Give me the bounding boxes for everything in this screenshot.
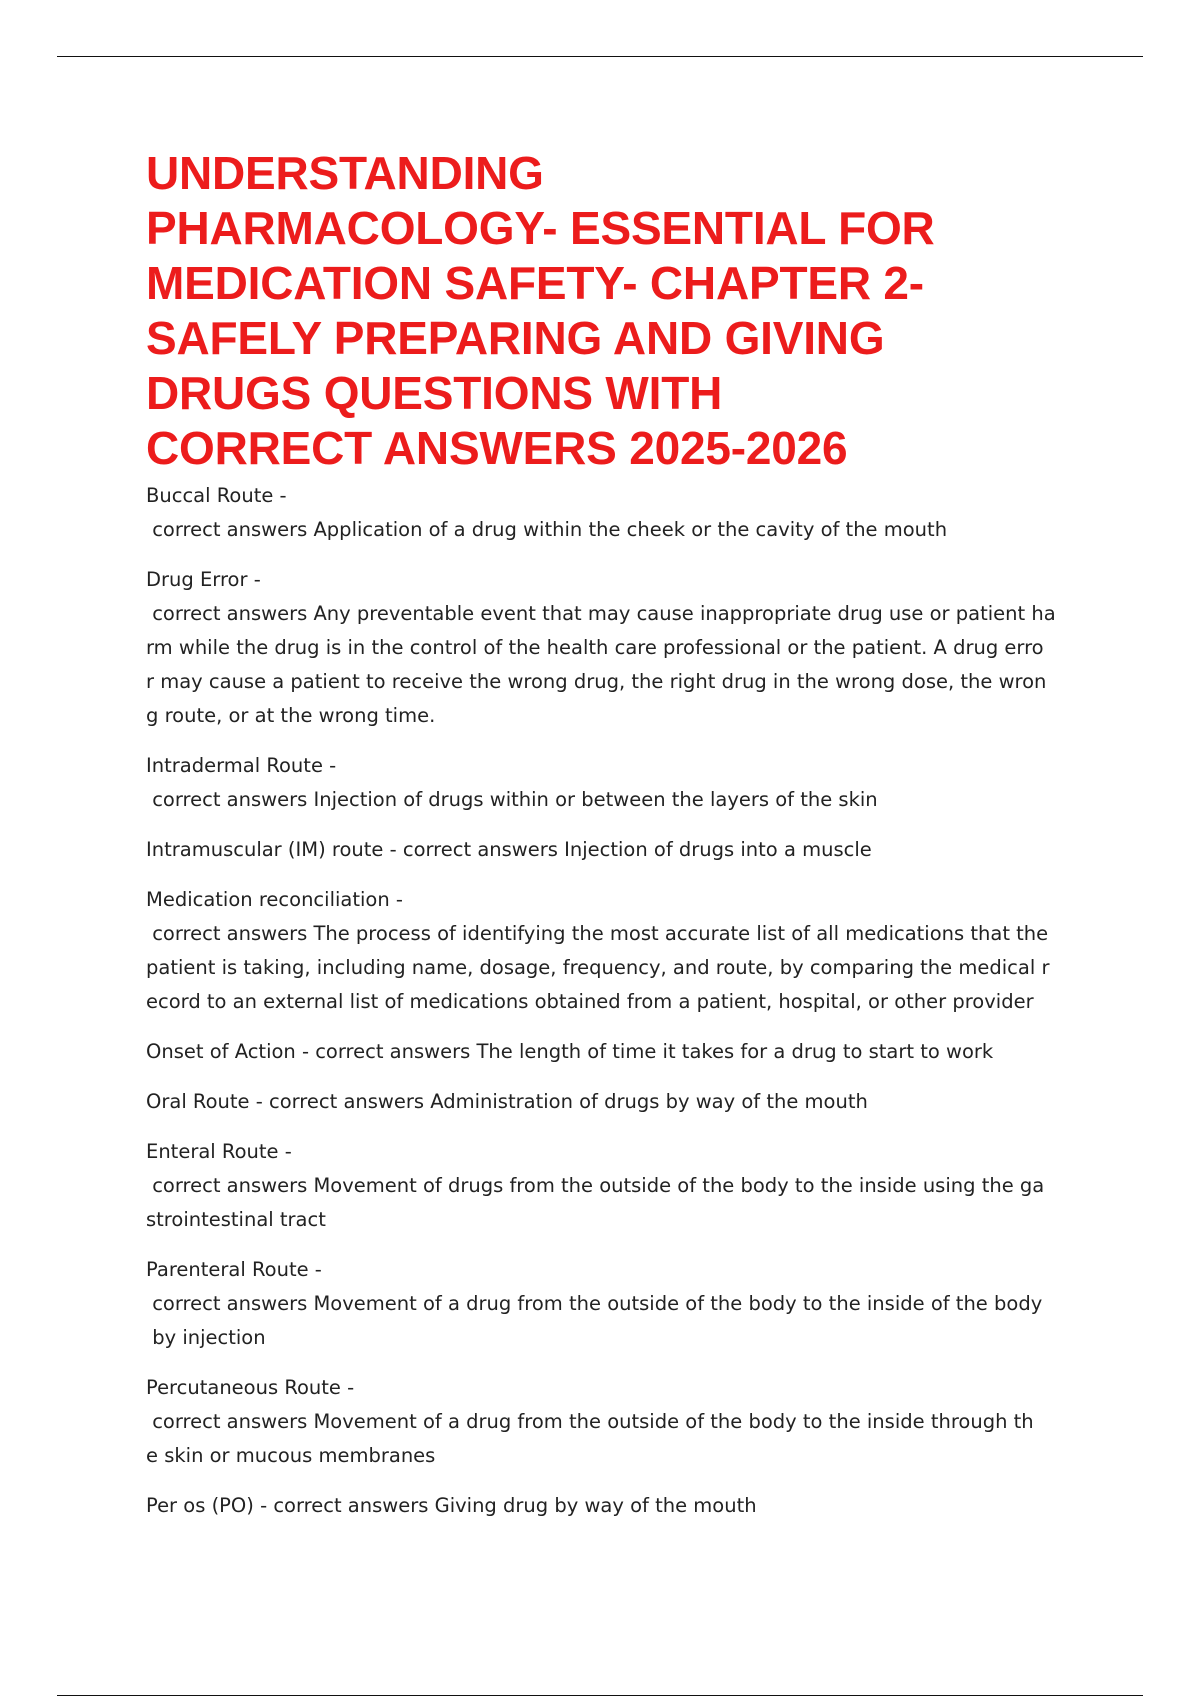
qa-entry [146, 1035, 1066, 1069]
qa-answer: correct answers Injection of drugs within or between the layers of the skin [146, 788, 878, 811]
qa-answer: correct answers Application of a drug within the cheek or the cavity of the mouth [146, 518, 948, 541]
document-title: UNDERSTANDING PHARMACOLOGY- ESSENTIAL FOR MEDICATION SAFETY- CHAPTER 2- SAFELY PREPARING AND GIVING DRUGS QUESTIONS WITH CORRECT ANSWERS 2025-2026 [146, 147, 935, 474]
qa-entry [146, 1489, 1066, 1523]
qa-term: Intramuscular (IM) route - correct answers Injection of drugs into a muscle [146, 838, 872, 861]
qa-entry [146, 1371, 1066, 1473]
qa-answer: correct answers Any preventable event that may cause inappropriate drug use or patient ha rm while the drug is in the control of the health care professional or the patient. A drug erro r may cause a patient to receive the wrong drug, the right drug in the wrong dose, the wron g route, or at the wrong time. [146, 602, 1056, 727]
top-rule [57, 56, 1143, 57]
qa-term: Percutaneous Route - [146, 1376, 355, 1399]
qa-term: Parenteral Route - [146, 1258, 322, 1281]
qa-entry [146, 883, 1066, 1019]
qa-term: Onset of Action - correct answers The length of time it takes for a drug to start to work [146, 1040, 994, 1063]
qa-term: Drug Error - [146, 568, 261, 591]
qa-entry [146, 1135, 1066, 1237]
qa-entry [146, 563, 1066, 733]
qa-list [146, 479, 1066, 1523]
qa-term: Enteral Route - [146, 1140, 292, 1163]
qa-entry [146, 479, 1066, 547]
qa-entry [146, 1253, 1066, 1355]
qa-answer: correct answers Movement of a drug from the outside of the body to the inside through th e skin or mucous membranes [146, 1410, 1034, 1467]
qa-term: Buccal Route - [146, 484, 287, 507]
qa-answer: correct answers Movement of drugs from the outside of the body to the inside using the ga strointestinal tract [146, 1174, 1045, 1231]
qa-term: Medication reconciliation - [146, 888, 403, 911]
qa-entry [146, 1085, 1066, 1119]
qa-entry [146, 749, 1066, 817]
qa-answer: correct answers Movement of a drug from the outside of the body to the inside of the body by injection [152, 1292, 1043, 1349]
qa-term: Per os (PO) - correct answers Giving drug by way of the mouth [146, 1494, 757, 1517]
page-content [146, 146, 1066, 1539]
bottom-rule [57, 1695, 1143, 1696]
qa-term: Intradermal Route - [146, 754, 337, 777]
qa-answer: correct answers The process of identifying the most accurate list of all medications that the patient is taking, including name, dosage, frequency, and route, by comparing the medical r ecord to an external list of medications obtained from a patient, hospital, or other provider [146, 922, 1050, 1013]
qa-entry [146, 833, 1066, 867]
qa-term: Oral Route - correct answers Administration of drugs by way of the mouth [146, 1090, 868, 1113]
